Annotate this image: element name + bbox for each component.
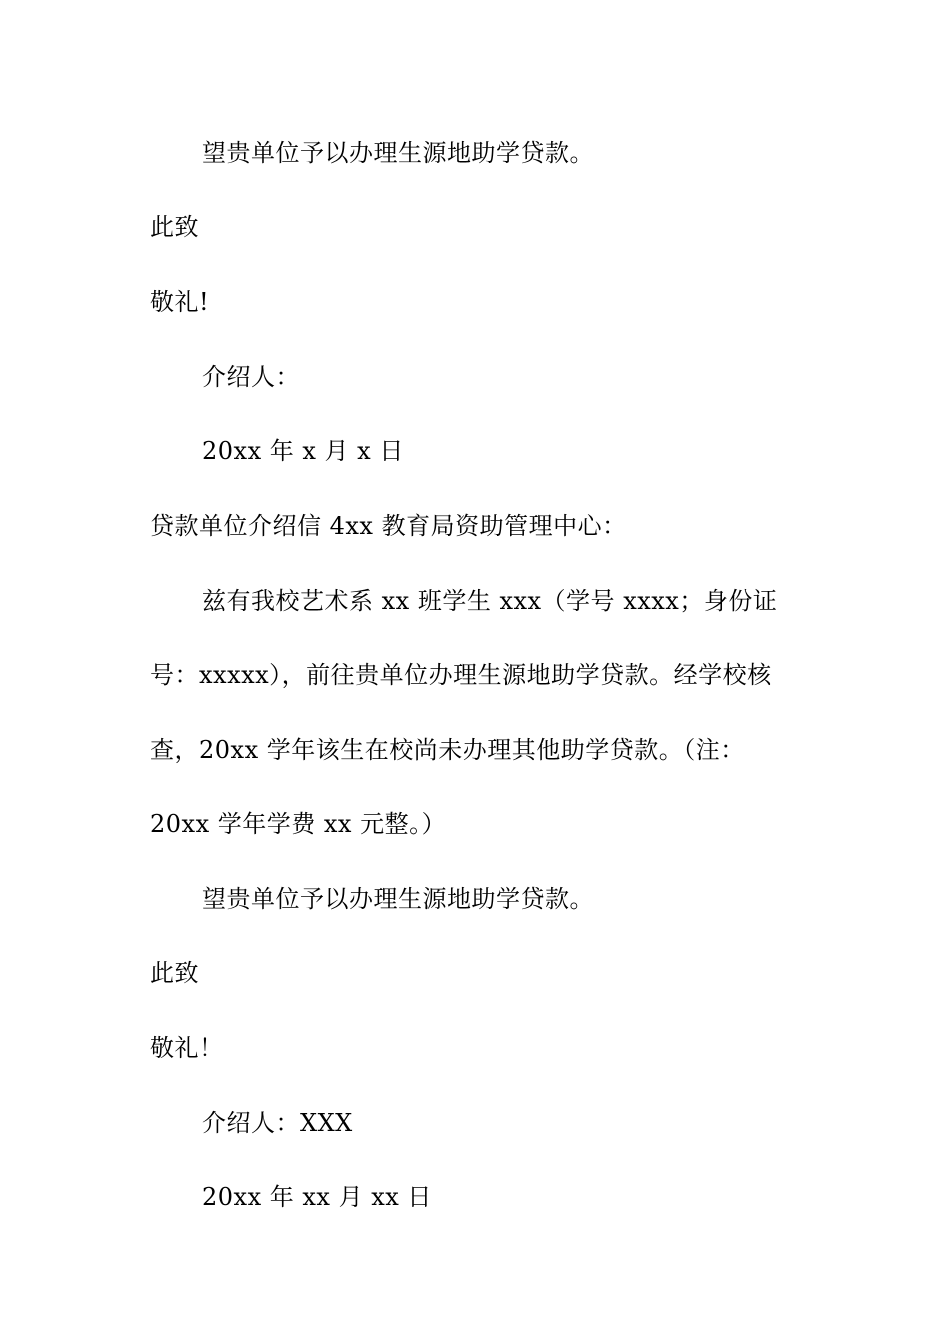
salutation-jing-li-1: 敬礼! [150, 288, 210, 316]
body-line-2: 号：xxxxx），前往贵单位办理生源地助学贷款。经学校核 [150, 661, 772, 689]
salutation-ci-zhi-2: 此致 [150, 959, 199, 987]
introducer-2: 介绍人：XXX [202, 1109, 353, 1137]
closing-request-2: 望贵单位予以办理生源地助学贷款。 [202, 885, 594, 913]
body-line-4: 20xx 学年学费 xx 元整。） [150, 810, 447, 838]
body-line-3: 查，20xx 学年该生在校尚未办理其他助学贷款。（注： [150, 736, 745, 764]
date-1: 20xx 年 x 月 x 日 [202, 437, 404, 465]
introducer-1: 介绍人： [202, 363, 300, 391]
body-line-1: 兹有我校艺术系 xx 班学生 xxx（学号 xxxx；身份证 [202, 587, 778, 615]
date-2: 20xx 年 xx 月 xx 日 [202, 1183, 432, 1211]
salutation-jing-li-2: 敬礼！ [150, 1034, 224, 1062]
letter-heading: 贷款单位介绍信 4xx 教育局资助管理中心： [150, 512, 627, 540]
salutation-ci-zhi-1: 此致 [150, 213, 199, 241]
closing-request-1: 望贵单位予以办理生源地助学贷款。 [202, 139, 594, 167]
